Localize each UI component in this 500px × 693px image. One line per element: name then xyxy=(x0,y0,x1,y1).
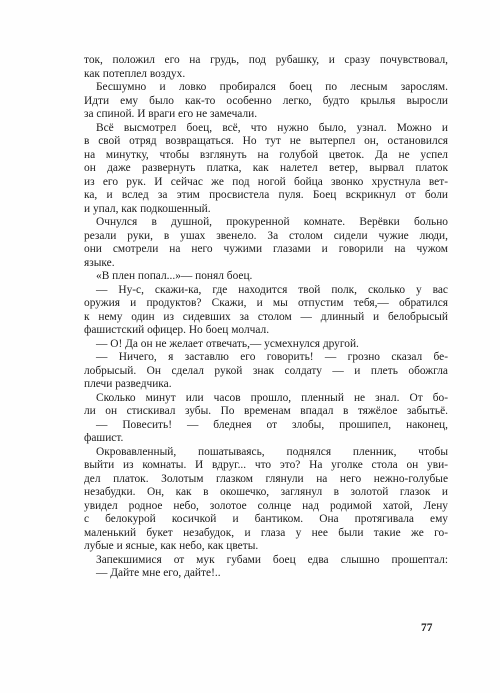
text-line: к нему один из сидевших за столом — длинный и белобрысый xyxy=(84,310,448,323)
text-line: они смотрели на него чужими глазами и говорили на чужом xyxy=(84,243,448,255)
text-line: фашист. xyxy=(84,432,124,444)
body-text xyxy=(84,54,448,581)
text-line: языке. xyxy=(84,256,115,269)
text-line: ли он стискивал зубы. По временам впадал в тяжёлое забытьё. xyxy=(84,405,448,417)
text-line: лобрысый. Он сделал рукой знак солдату — и плеть обожгла xyxy=(84,364,448,377)
text-line: — Повесить! — бледнея от злобы, прошипел, наконец, xyxy=(96,418,448,431)
text-line: в свой отряд возвращаться. Но тут не вытерпел он, остановился xyxy=(84,135,448,147)
text-line: маленький букет незабудок, и глаза у нее были такие же го- xyxy=(84,526,448,539)
text-line: Запекшимися от мук губами боец едва слышно прошептал: xyxy=(96,553,448,566)
text-line: лубые и ясные, как небо, как цветы. xyxy=(84,540,259,552)
text-line: — О! Да он не желает отвечать,— усмехнулся другой. xyxy=(96,337,359,350)
text-line: Очнулся в душной, прокуренной комнате. Верёвки больно xyxy=(96,216,448,228)
text-line: увидел родное небо, золотое солнце над родимой хатой, Лену xyxy=(84,499,448,512)
text-line: Бесшумно и ловко пробирался боец по лесным зарослям. xyxy=(96,81,448,93)
text-line: Идти ему было как-то особенно легко, будто крылья выросли xyxy=(84,94,448,107)
text-line: Сколько минут или часов прошло, пленный не знал. От бо- xyxy=(96,391,448,404)
text-line: незабудки. Он, как в окошечко, заглянул в золотой глазок и xyxy=(84,486,448,498)
text-line: — Ну-с, скажи-ка, где находится твой полк, сколько у вас xyxy=(96,283,448,296)
text-line: за спиной. И враги его не замечали. xyxy=(84,108,258,120)
text-line: — Дайте мне его, дайте!.. xyxy=(96,567,221,579)
text-line: дел платок. Золотым глазком глянули на него нежно-голубые xyxy=(84,472,448,485)
text-line: резали руки, в ушах звенело. За столом сидели чужие люди, xyxy=(84,229,448,242)
text-line: плечи разведчика. xyxy=(84,378,172,390)
text-line: выйти из комнаты. И вдруг... что это? На уголке стола он уви- xyxy=(84,459,448,471)
text-line: фашистский офицер. Но боец молчал. xyxy=(84,324,270,336)
text-line: ка, и вслед за этим просвистела пуля. Боец вскрикнул от боли xyxy=(84,189,448,201)
text-line: как потеплел воздух. xyxy=(84,67,186,80)
text-line: он даже развернуть платка, как налетел ветер, вырвал платок xyxy=(84,162,448,174)
text-line: оружия и продуктов? Скажи, и мы отпустим тебя,— обратился xyxy=(84,297,448,309)
text-line: на минутку, чтобы взглянуть на голубой цветок. Да не успел xyxy=(84,148,448,161)
text-line: ток, положил его на грудь, под рубашку, и сразу почувствовал, xyxy=(84,54,448,66)
page-number: 77 xyxy=(421,622,433,634)
text-line: с белокурой косичкой и бантиком. Она протягивала ему xyxy=(84,513,448,525)
text-line: Окровавленный, пошатываясь, поднялся пленник, чтобы xyxy=(96,445,448,458)
text-line: и упал, как подкошенный. xyxy=(84,202,211,215)
text-line: — Ничего, я заставлю его говорить! — грозно сказал бе- xyxy=(96,351,448,363)
text-line: из его рук. И сейчас же под ногой бойца звонко хрустнула вет- xyxy=(84,175,448,188)
text-line: Всё высмотрел боец, всё, что нужно было, узнал. Можно и xyxy=(96,121,448,134)
text-line: «В плен попал...»— понял боец. xyxy=(96,270,253,282)
